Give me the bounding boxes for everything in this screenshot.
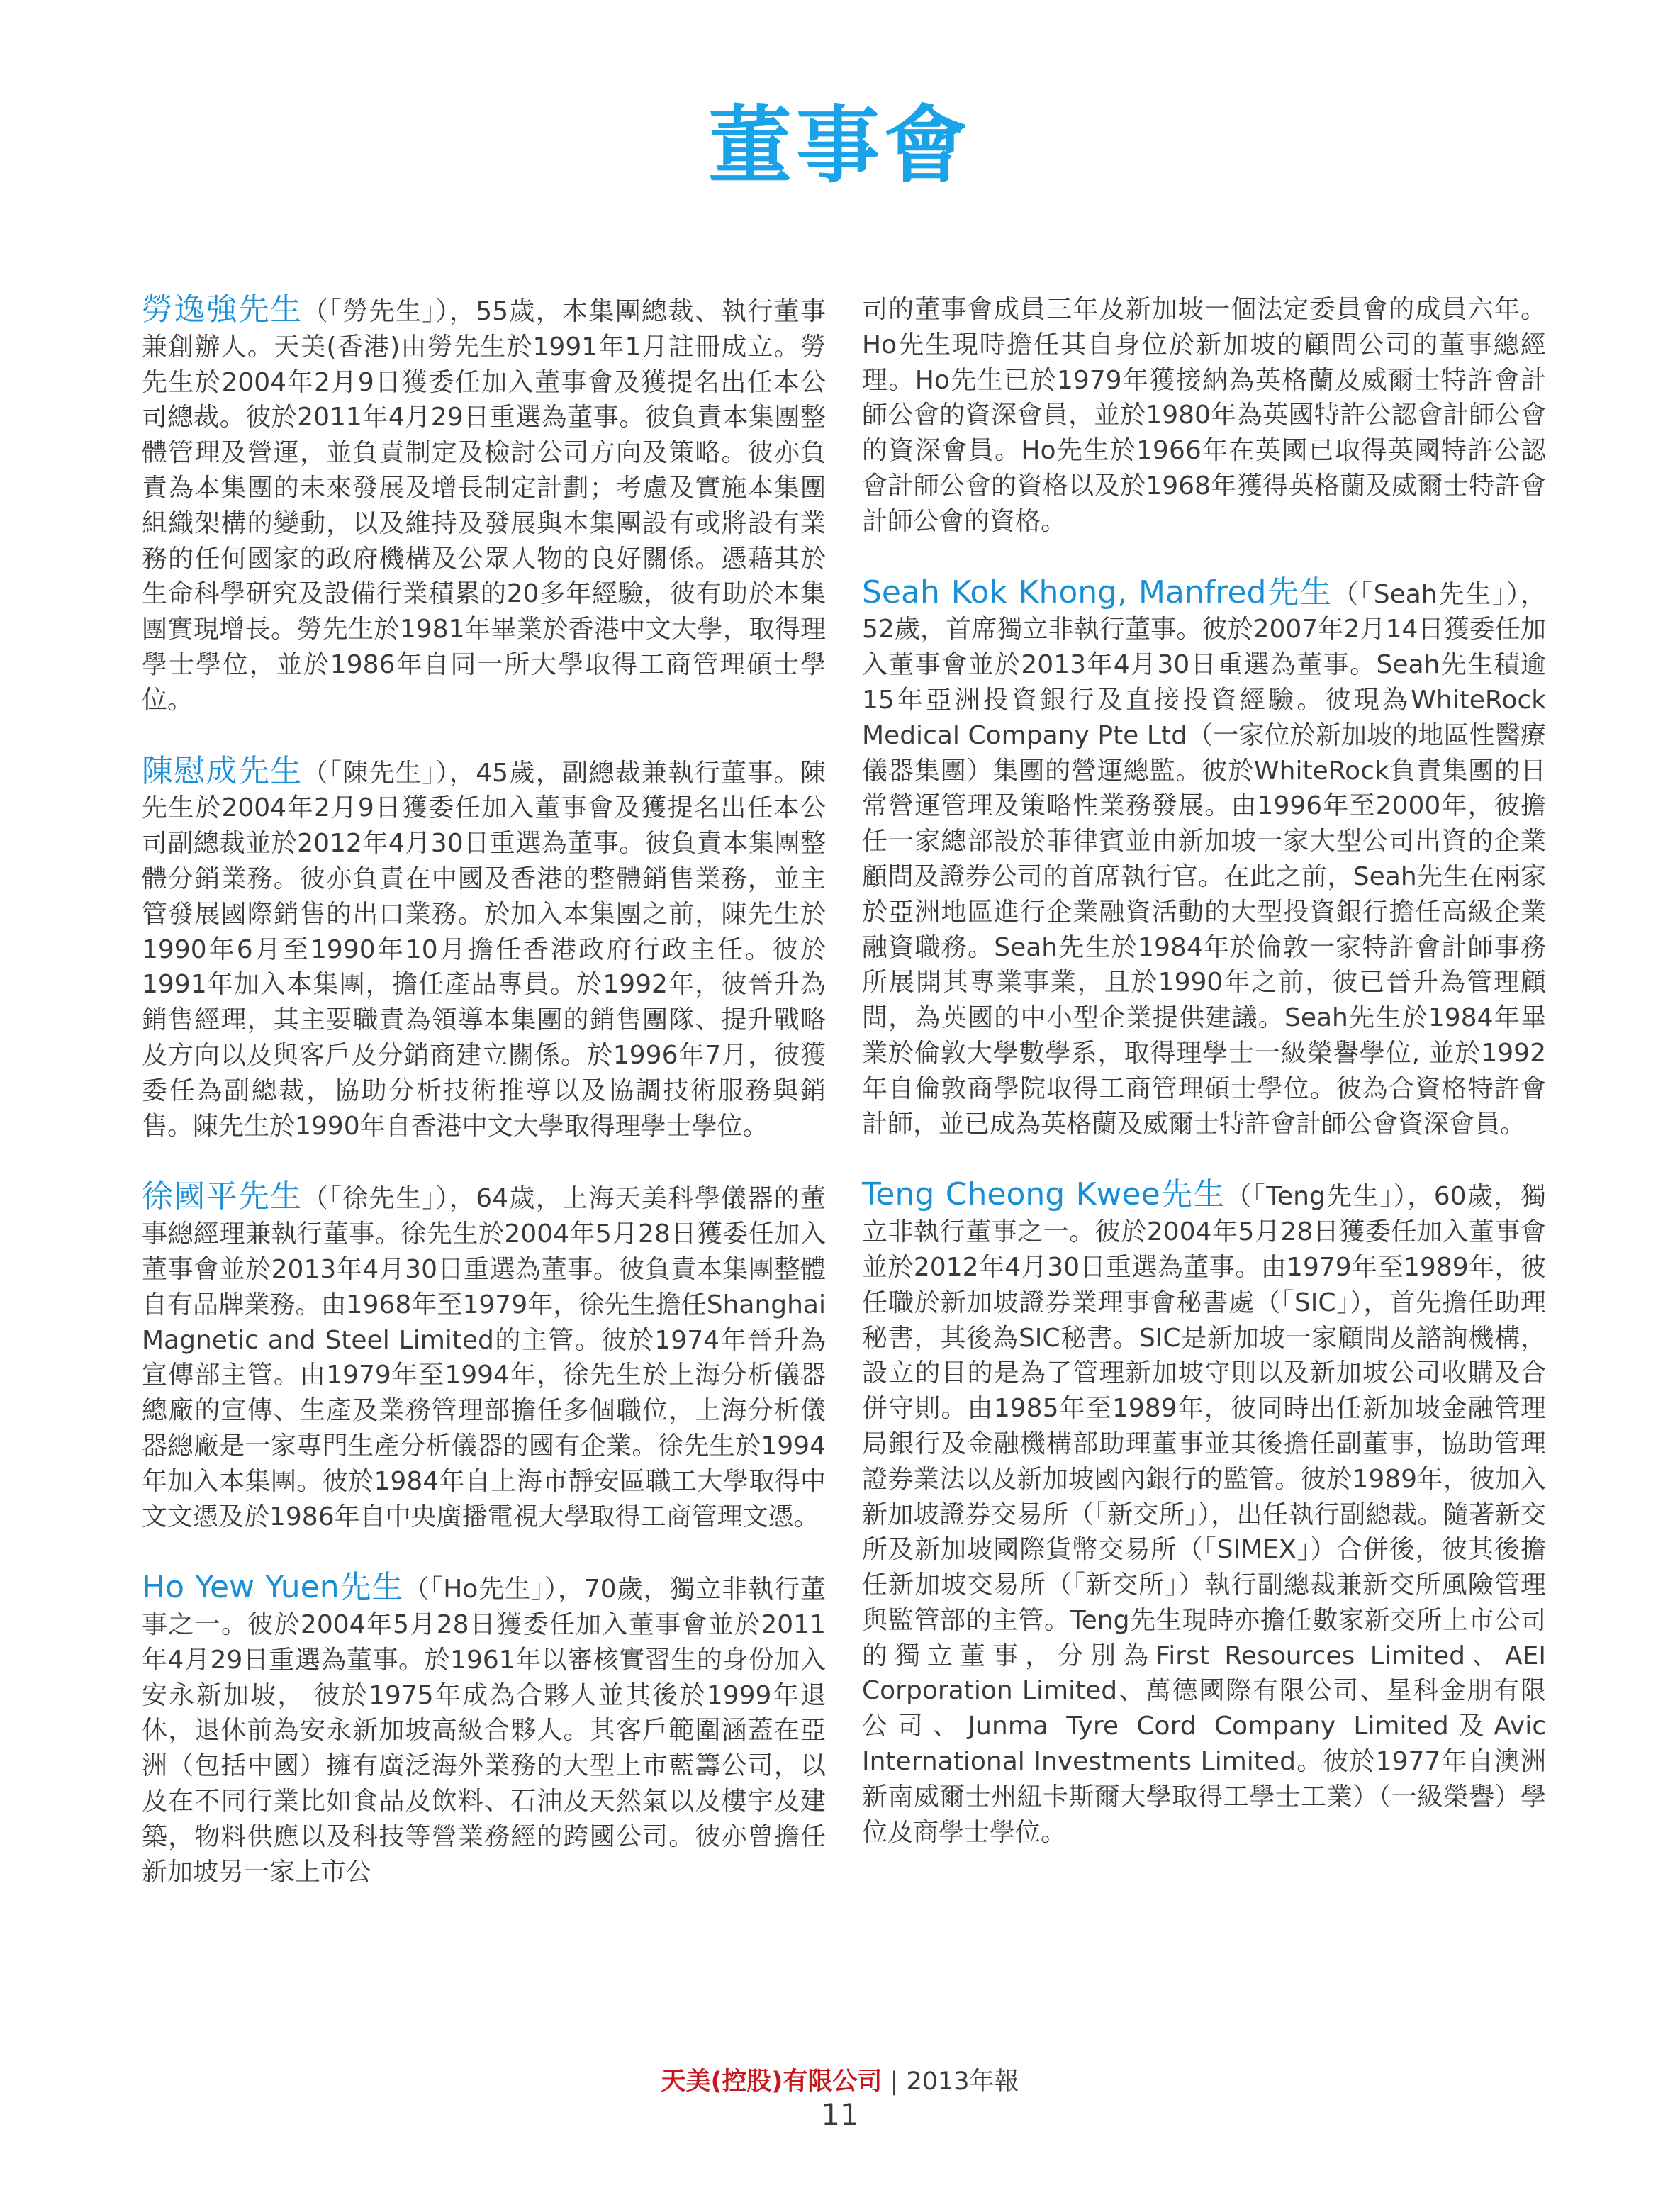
right-column — [862, 292, 1546, 1885]
director-description: （「Ho先生」），70歲，獨立非執行董事之一。彼於2004年5月28日獲委任加入董事會並於2011年4月29日重選為董事。於1961年以審核實習生的身份加入安永新加坡， 彼於1975年成為合夥人並其後於1999年退休，退休前為安永新加坡高級合夥人。其客戶範圍涵蓋在亞洲（包括中國）擁有廣泛海外業務的大型上市藍籌公司，以及在不同行業比如食品及飲料、石油及天然氣以及樓宇及建築，物料供應以及科技等營業務經的跨國公司。彼亦曾擔任新加坡另一家上市公 — [142, 1575, 827, 1887]
director-name: Ho Yew Yuen先生 — [142, 1569, 404, 1606]
director-description: （「陳先生」），45歲，副總裁兼執行董事。陳先生於2004年2月9日獲委任加入董事會及獲提名出任本公司副總裁並於2012年4月30日重選為董事。彼負責本集團整體分銷業務。彼亦負責在中國及香港的整體銷售業務，並主管發展國際銷售的出口業務。於加入本集團之前，陳先生於1990年6月至1990年10月擔任香港政府行政主任。彼於1991年加入本集團，擔任產品專員。於1992年，彼晉升為銷售經理，其主要職責為領導本集團的銷售團隊、提升戰略及方向以及與客戶及分銷商建立關係。於1996年7月，彼獲委任為副總裁，協助分析技術推導以及協調技術服務與銷售。陳先生於1990年自香港中文大學取得理學士學位。 — [142, 758, 826, 1141]
director-bio-chan — [142, 754, 826, 1144]
director-bio-lau — [142, 292, 826, 718]
footer — [0, 2062, 1680, 2097]
footer-company-name: 天美(控股)有限公司 — [661, 2067, 883, 2096]
director-name: Seah Kok Khong, Manfred先生 — [862, 574, 1333, 610]
director-bio-xu — [142, 1179, 826, 1534]
director-name: 陳慰成先生 — [142, 752, 303, 789]
director-description: 司的董事會成員三年及新加坡一個法定委員會的成員六年。Ho先生現時擔任其自身位於新加坡的顧問公司的董事總經理。Ho先生已於1979年獲接納為英格蘭及威爾士特許會計師公會的資深會員，並於1980年為英國特許公認會計師公會的資深會員。Ho先生於1966年在英國已取得英國特許公認會計師公會的資格以及於1968年獲得英格蘭及威爾士特許會計師公會的資格。 — [862, 295, 1546, 536]
director-name: 徐國平先生 — [142, 1178, 303, 1215]
page-title: 董事會 — [707, 96, 972, 194]
left-column — [142, 292, 826, 1925]
director-bio-ho-continued — [862, 292, 1546, 540]
director-description: （「徐先生」），64歲，上海天美科學儀器的董事總經理兼執行董事。徐先生於2004年5月28日獲委任加入董事會並於2013年4月30日重選為董事。彼負責本集團整體自有品牌業務。由1968年至1979年，徐先生擔任Shanghai Magnetic and Steel Limited的主管。彼於1974年晉升為宣傳部主管。由1979年至1994年，徐先生於上海分析儀器總廠的宣傳、生產及業務管理部擔任多個職位，上海分析儀器總廠是一家專門生產分析儀器的國有企業。徐先生於1994年加入本集團。彼於1984年自上海市靜安區職工大學取得中文文憑及於1986年自中央廣播電視大學取得工商管理文憑。 — [142, 1184, 826, 1531]
director-description: （「Seah先生」），52歲，首席獨立非執行董事。彼於2007年2月14日獲委任加入董事會並於2013年4月30日重選為董事。Seah先生積逾15年亞洲投資銀行及直接投資經驗。彼現為WhiteRock Medical Company Pte Ltd（一家位於新加坡的地區性醫療儀器集團）集團的營運總監。彼於WhiteRock負責集團的日常營運管理及策略性業務發展。由1996年至2000年，彼擔任一家總部設於菲律賓並由新加坡一家大型公司出資的企業顧問及證券公司的首席執行官。在此之前，Seah先生在兩家於亞洲地區進行企業融資活動的大型投資銀行擔任高級企業融資職務。Seah先生於1984年於倫敦一家特許會計師事務所展開其專業事業，且於1990年之前，彼已晉升為管理顧問，為英國的中小型企業提供建議。Seah先生於1984年畢業於倫敦大學數學系，取得理學士一級榮譽學位, 並於1992年自倫敦商學院取得工商管理碩士學位。彼為合資格特許會計師，並已成為英格蘭及威爾士特許會計師公會資深會員。 — [862, 579, 1546, 1139]
director-bio-ho — [142, 1570, 826, 1890]
director-name: 勞逸強先生 — [142, 291, 303, 328]
director-description: （「Teng先生」），60歲，獨立非執行董事之一。彼於2004年5月28日獲委任加入董事會並於2012年4月30日重選為董事。由1979年至1989年，彼任職於新加坡證券業理事會秘書處（「SIC」），首先擔任助理秘書，其後為SIC秘書。SIC是新加坡一家顧問及諮詢機構，設立的目的是為了管理新加坡守則以及新加坡公司收購及合併守則。由1985年至1989年，彼同時出任新加坡金融管理局銀行及金融機構部助理董事並其後擔任副董事，協助管理證券業法以及新加坡國內銀行的監管。彼於1989年，彼加入新加坡證券交易所（「新交所」），出任執行副總裁。隨著新交所及新加坡國際貨幣交易所（「SIMEX」）合併後，彼其後擔任新加坡交易所（「新交所」）執行副總裁兼新交所風險管理與監管部的主管。Teng先生現時亦擔任數家新交所上市公司的獨立董事，分別為First Resources Limited、AEI Corporation Limited、萬德國際有限公司、星科金朋有限公司、Junma Tyre Cord Company Limited及Avic International Investments Limited。彼於1977年自澳洲新南威爾士州紐卡斯爾大學取得工學士工業）（一級榮譽）學位及商學士學位。 — [862, 1182, 1547, 1847]
director-description: （「勞先生」），55歲，本集團總裁、執行董事兼創辦人。天美(香港)由勞先生於1991年1月註冊成立。勞先生於2004年2月9日獲委任加入董事會及獲提名出任本公司總裁。彼於2011年4月29日重選為董事。彼負責本集團整體管理及營運，並負責制定及檢討公司方向及策略。彼亦負責為本集團的未來發展及增長制定計劃；考慮及實施本集團組織架構的變動，以及維持及發展與本集團設有或將設有業務的任何國家的政府機構及公眾人物的良好關係。憑藉其於生命科學研究及設備行業積累的20多年經驗，彼有助於本集團實現增長。勞先生於1981年畢業於香港中文大學，取得理學士學位，並於1986年自同一所大學取得工商管理碩士學位。 — [142, 297, 826, 715]
director-bio-seah — [862, 575, 1546, 1142]
page-number: 11 — [821, 2097, 859, 2132]
footer-separator: | — [882, 2067, 907, 2096]
footer-report-title: 2013年報 — [906, 2067, 1019, 2096]
director-bio-teng — [862, 1177, 1546, 1850]
director-name: Teng Cheong Kwee先生 — [862, 1176, 1226, 1213]
